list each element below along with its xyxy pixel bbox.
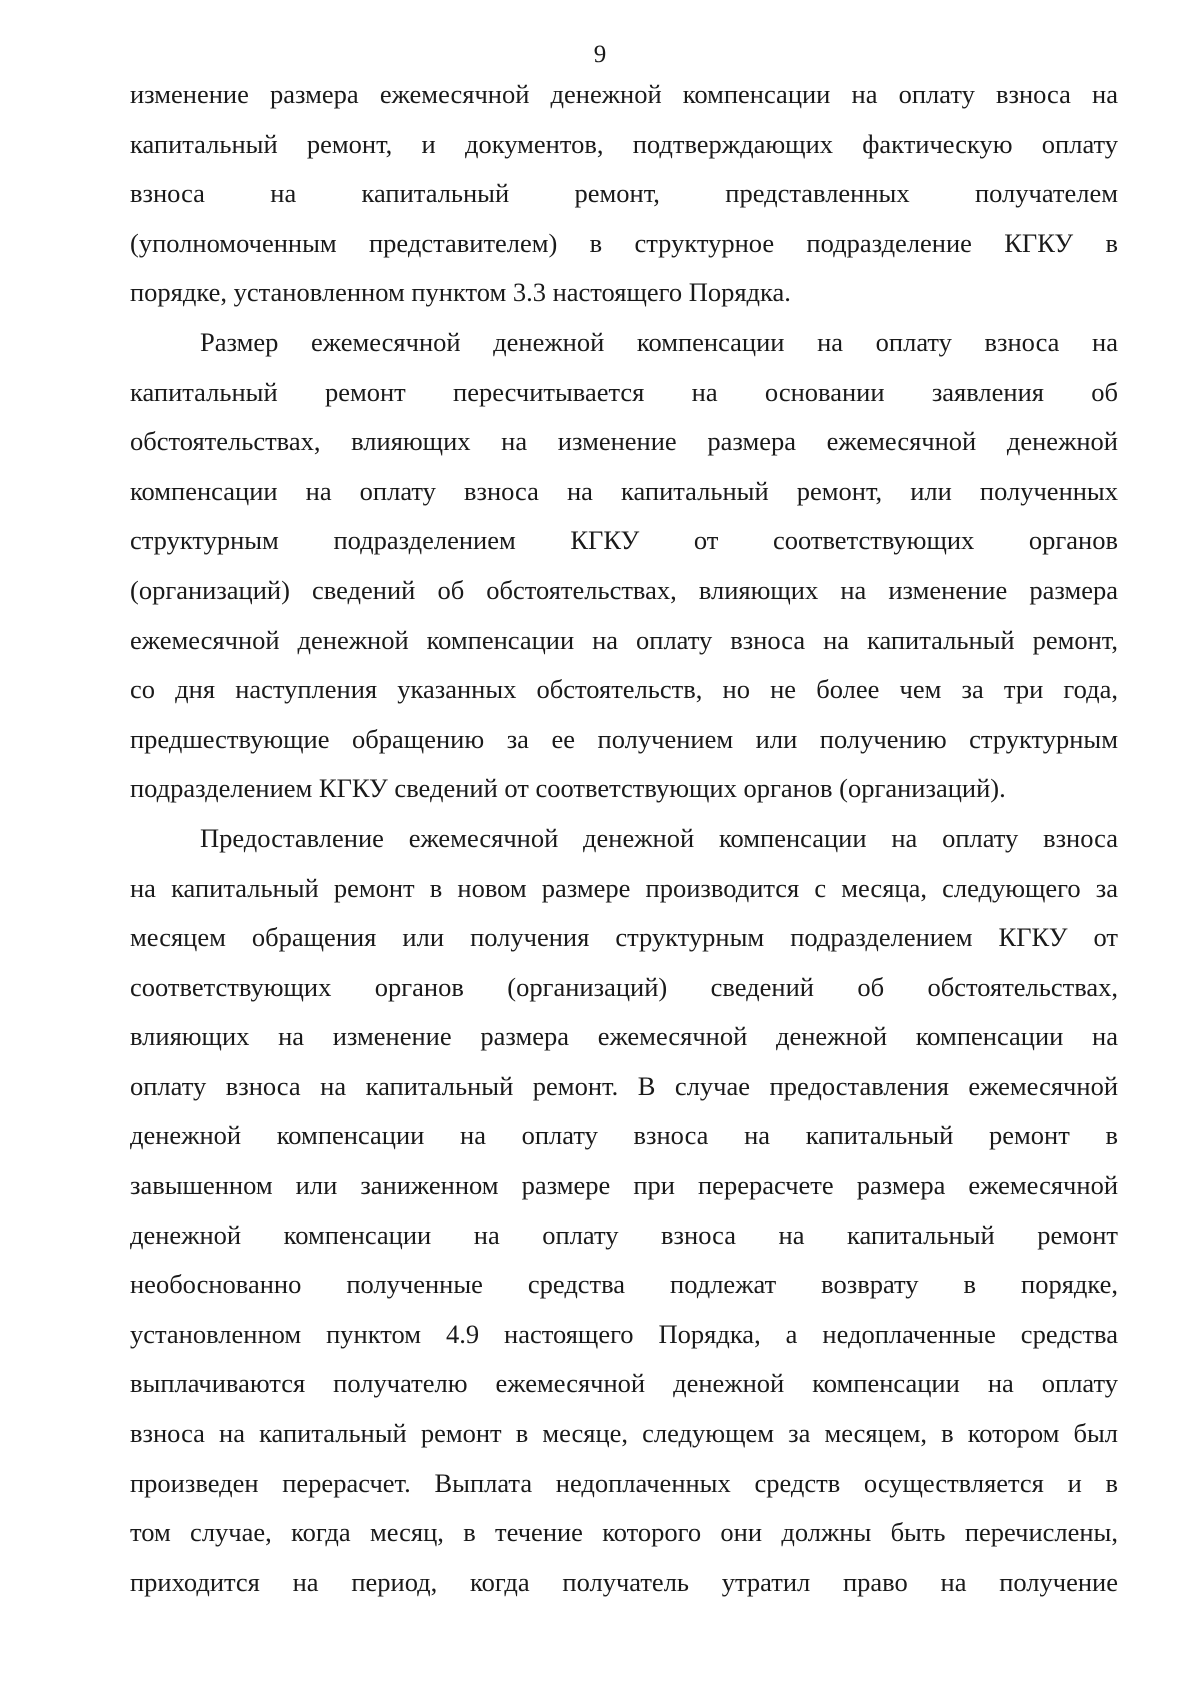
text-line: том случае, когда месяц, в течение которого они должны быть перечислены, [130, 1517, 1118, 1548]
text-line: денежной компенсации на оплату взноса на капитальный ремонт в [130, 1120, 1118, 1151]
text-line: завышенном или заниженном размере при перерасчете размера ежемесячной [130, 1170, 1118, 1201]
text-line: необоснованно полученные средства подлежат возврату в порядке, [130, 1269, 1118, 1300]
text-line: ежемесячной денежной компенсации на оплату взноса на капитальный ремонт, [130, 624, 1118, 655]
text-line: изменение размера ежемесячной денежной компенсации на оплату взноса на [130, 79, 1118, 109]
text-line: произведен перерасчет. Выплата недоплаченных средств осуществляется и в [130, 1467, 1118, 1498]
text-line: (организаций) сведений об обстоятельствах, влияющих на изменение размера [130, 574, 1118, 605]
text-line: Размер ежемесячной денежной компенсации на оплату взноса на [200, 326, 1118, 357]
text-line: соответствующих органов (организаций) сведений об обстоятельствах, [130, 971, 1118, 1002]
text-line: (уполномоченным представителем) в структурное подразделение КГКУ в [130, 227, 1118, 258]
text-line: выплачиваются получателю ежемесячной денежной компенсации на оплату [130, 1368, 1118, 1399]
text-line: влияющих на изменение размера ежемесячной денежной компенсации на [130, 1021, 1118, 1052]
text-line: подразделением КГКУ сведений от соответствующих органов (организаций). [130, 773, 1006, 804]
paragraph [130, 70, 1118, 318]
text-line: капитальный ремонт пересчитывается на основании заявления об [130, 376, 1118, 407]
text-line: месяцем обращения или получения структурным подразделением КГКУ от [130, 922, 1118, 953]
page-number: 9 [593, 41, 607, 68]
text-line: обстоятельствах, влияющих на изменение размера ежемесячной денежной [130, 426, 1118, 457]
text-line: приходится на период, когда получатель утратил право на получение [130, 1566, 1118, 1597]
text-line: взноса на капитальный ремонт в месяце, следующем за месяцем, в котором был [130, 1418, 1118, 1449]
text-line: порядке, установленном пунктом 3.3 настоящего Порядка. [130, 277, 791, 308]
text-line: установленном пунктом 4.9 настоящего Порядка, а недоплаченные средства [130, 1318, 1118, 1349]
text-line: Предоставление ежемесячной денежной компенсации на оплату взноса [200, 822, 1118, 853]
text-line: компенсации на оплату взноса на капитальный ремонт, или полученных [130, 475, 1118, 506]
text-line: структурным подразделением КГКУ от соответствующих органов [130, 525, 1118, 556]
text-line: капитальный ремонт, и документов, подтверждающих фактическую оплату [130, 128, 1118, 159]
text-line: денежной компенсации на оплату взноса на капитальный ремонт [130, 1219, 1118, 1250]
document-body [130, 70, 1118, 1607]
text-line: предшествующие обращению за ее получением или получению структурным [130, 723, 1118, 754]
text-line: взноса на капитальный ремонт, представленных получателем [130, 178, 1118, 209]
text-line: со дня наступления указанных обстоятельств, но не более чем за три года, [130, 674, 1118, 705]
paragraph [130, 814, 1118, 1608]
text-line: на капитальный ремонт в новом размере производится с месяца, следующего за [130, 872, 1118, 903]
text-line: оплату взноса на капитальный ремонт. В случае предоставления ежемесячной [130, 1070, 1118, 1101]
paragraph [130, 318, 1118, 814]
